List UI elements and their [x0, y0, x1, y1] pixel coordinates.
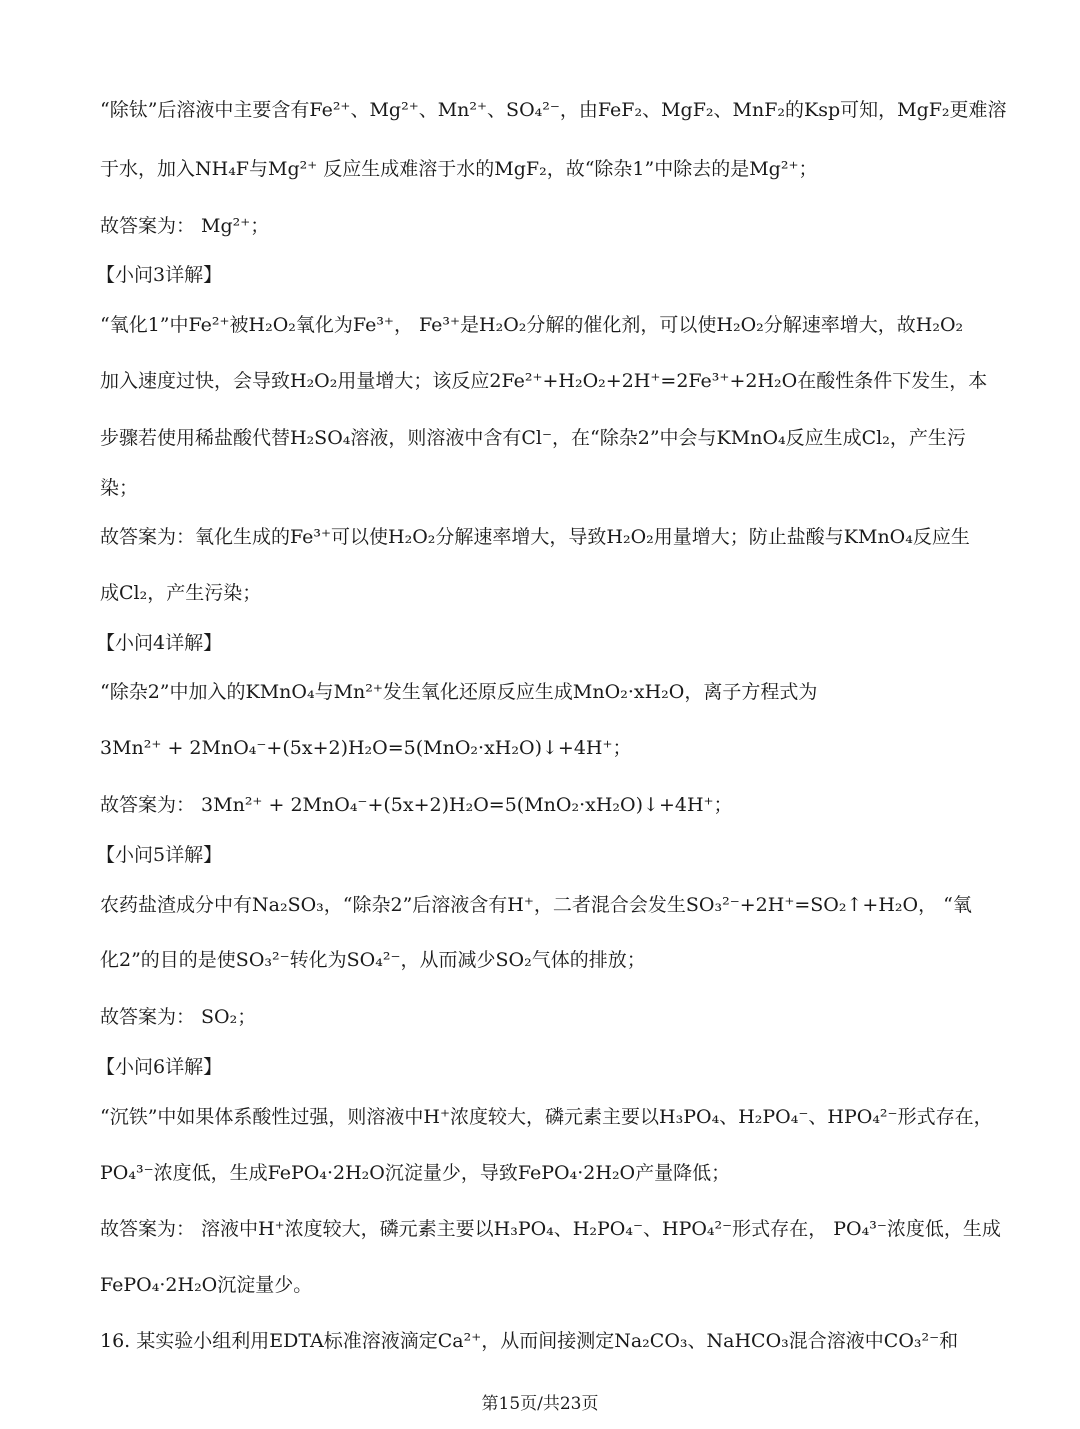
text-line: “氧化1”中Fe²⁺被H₂O₂氧化为Fe³⁺， Fe³⁺是H₂O₂分解的催化剂，可以使H₂O₂分解速率增大，故H₂O₂ [100, 314, 964, 336]
text-line: 化2”的目的是使SO₃²⁻转化为SO₄²⁻，从而减少SO₂气体的排放； [100, 949, 646, 971]
section-heading: 【小问3详解】 [96, 264, 223, 286]
section-heading: 【小问4详解】 [96, 632, 223, 654]
question-line: 16. 某实验小组利用EDTA标准溶液滴定Ca²⁺，从而间接测定Na₂CO₃、NaHCO₃混合溶液中CO₃²⁻和 [100, 1330, 959, 1352]
text-line: 故答案为： Mg²⁺； [100, 215, 270, 237]
text-line: 故答案为：氧化生成的Fe³⁺可以使H₂O₂分解速率增大，导致H₂O₂用量增大；防止盐酸与KMnO₄反应生 [100, 526, 970, 548]
text-line: 步骤若使用稀盐酸代替H₂SO₄溶液，则溶液中含有Cl⁻，在“除杂2”中会与KMnO₄反应生成Cl₂，产生污 [100, 427, 966, 449]
text-line: “沉铁”中如果体系酸性过强，则溶液中H⁺浓度较大，磷元素主要以H₃PO₄、H₂PO₄⁻、HPO₄²⁻形式存在， [100, 1106, 993, 1128]
text-line: PO₄³⁻浓度低，生成FePO₄·2H₂O沉淀量少，导致FePO₄·2H₂O产量降低； [100, 1162, 731, 1184]
section-heading: 【小问5详解】 [96, 844, 223, 866]
page-footer: 第15页/共23页 [481, 1394, 599, 1414]
text-line: 于水，加入NH₄F与Mg²⁺ 反应生成难溶于水的MgF₂，故“除杂1”中除去的是Mg²⁺； [100, 158, 818, 180]
text-line: “除钛”后溶液中主要含有Fe²⁺、Mg²⁺、Mn²⁺、SO₄²⁻，由FeF₂、MgF₂、MnF₂的Ksp可知，MgF₂更难溶 [100, 99, 1007, 121]
text-line: FePO₄·2H₂O沉淀量少。 [100, 1274, 313, 1296]
text-line: “除杂2”中加入的KMnO₄与Mn²⁺发生氧化还原反应生成MnO₂·xH₂O，离子方程式为 [100, 681, 818, 703]
text-line: 成Cl₂，产生污染； [100, 582, 262, 604]
equation-line: 3Mn²⁺ + 2MnO₄⁻+(5x+2)H₂O=5(MnO₂·xH₂O)↓+4H⁺； [100, 737, 632, 759]
text-line: 染； [100, 477, 139, 499]
text-line: 故答案为： 溶液中H⁺浓度较大，磷元素主要以H₃PO₄、H₂PO₄⁻、HPO₄²⁻形式存在， PO₄³⁻浓度低，生成 [100, 1218, 1001, 1240]
text-line: 农药盐渣成分中有Na₂SO₃，“除杂2”后溶液含有H⁺，二者混合会发生SO₃²⁻+2H⁺=SO₂↑+H₂O， “氧 [100, 894, 972, 916]
text-line: 故答案为： SO₂； [100, 1006, 257, 1028]
text-line: 加入速度过快，会导致H₂O₂用量增大；该反应2Fe²⁺+H₂O₂+2H⁺=2Fe³⁺+2H₂O在酸性条件下发生，本 [100, 370, 988, 392]
text-line: 故答案为： 3Mn²⁺ + 2MnO₄⁻+(5x+2)H₂O=5(MnO₂·xH₂O)↓+4H⁺； [100, 794, 733, 816]
section-heading: 【小问6详解】 [96, 1056, 223, 1078]
